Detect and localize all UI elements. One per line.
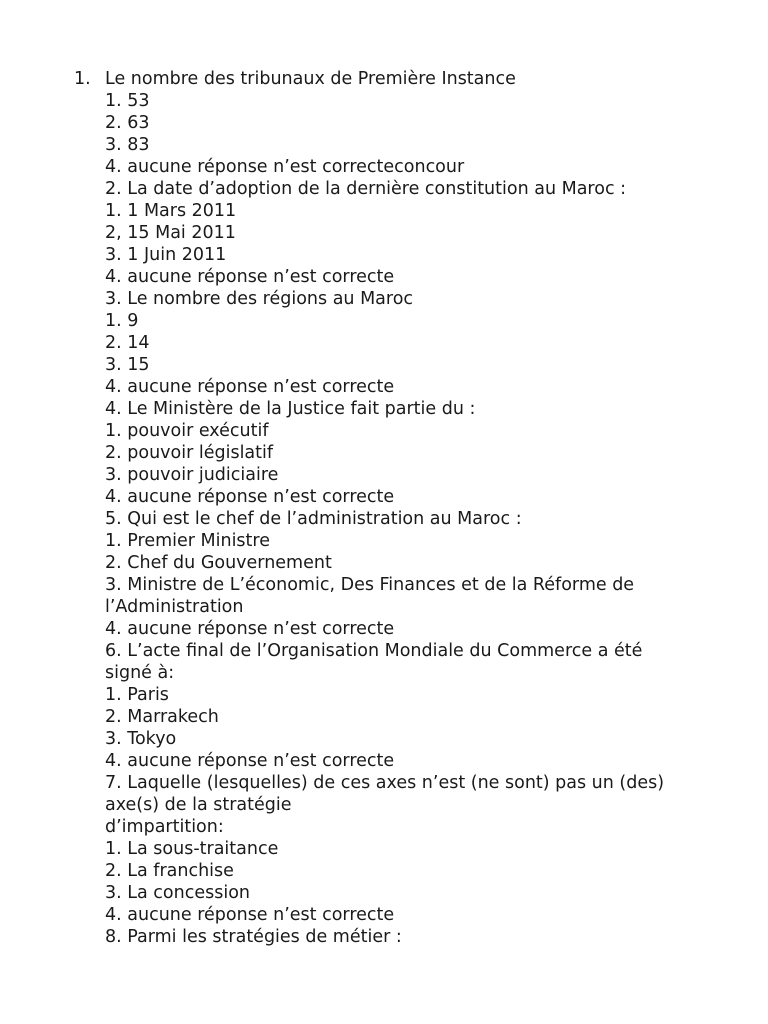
text-line: 4. aucune réponse n’est correcte — [105, 905, 395, 925]
text-line: 4. aucune réponse n’est correcte — [105, 751, 395, 771]
text-line: 2. pouvoir législatif — [105, 443, 274, 463]
text-line: Le nombre des tribunaux de Première Instance — [105, 69, 516, 89]
text-line: 3. Ministre de L’économic, Des Finances et de la Réforme de — [105, 575, 635, 595]
text-line: 3. La concession — [105, 883, 250, 903]
text-line: d’impartition: — [105, 817, 224, 837]
text-line: 2. Chef du Gouvernement — [105, 553, 332, 573]
text-line: 5. Qui est le chef de l’administration au Maroc : — [105, 509, 522, 529]
text-line: 2. La franchise — [105, 861, 234, 881]
text-line: 4. aucune réponse n’est correcte — [105, 487, 395, 507]
document-body — [105, 68, 705, 948]
text-line: signé à: — [105, 663, 175, 683]
text-line: 1. Paris — [105, 685, 169, 705]
text-line: 1. La sous-traitance — [105, 839, 279, 859]
text-line: 2. Marrakech — [105, 707, 219, 727]
text-line: 3. 15 — [105, 355, 150, 375]
text-line: 3. pouvoir judiciaire — [105, 465, 279, 485]
text-line: 4. aucune réponse n’est correcte — [105, 377, 395, 397]
text-line: 1. Premier Ministre — [105, 531, 270, 551]
text-line: 1. 53 — [105, 91, 150, 111]
text-line: 1. 9 — [105, 311, 139, 331]
text-line: 2. 63 — [105, 113, 150, 133]
text-line: 2, 15 Mai 2011 — [105, 223, 236, 243]
list-marker-first: 1. — [74, 69, 91, 89]
text-line: axe(s) de la stratégie — [105, 795, 292, 815]
text-line: 6. L’acte final de l’Organisation Mondiale du Commerce a été — [105, 641, 643, 661]
text-line: 4. Le Ministère de la Justice fait partie du : — [105, 399, 476, 419]
text-line: 4. aucune réponse n’est correcte — [105, 267, 395, 287]
text-line: 4. aucune réponse n’est correcteconcour — [105, 157, 465, 177]
text-line: 3. 83 — [105, 135, 150, 155]
text-line: l’Administration — [105, 597, 244, 617]
text-line: 1. pouvoir exécutif — [105, 421, 269, 441]
text-line: 3. Tokyo — [105, 729, 177, 749]
text-line: 7. Laquelle (lesquelles) de ces axes n’est (ne sont) pas un (des) — [105, 773, 665, 793]
text-line: 8. Parmi les stratégies de métier : — [105, 927, 402, 947]
text-line: 4. aucune réponse n’est correcte — [105, 619, 395, 639]
text-line: 2. La date d’adoption de la dernière constitution au Maroc : — [105, 179, 627, 199]
text-line: 3. Le nombre des régions au Maroc — [105, 289, 414, 309]
text-line: 2. 14 — [105, 333, 150, 353]
text-line: 1. 1 Mars 2011 — [105, 201, 237, 221]
text-line: 3. 1 Juin 2011 — [105, 245, 227, 265]
